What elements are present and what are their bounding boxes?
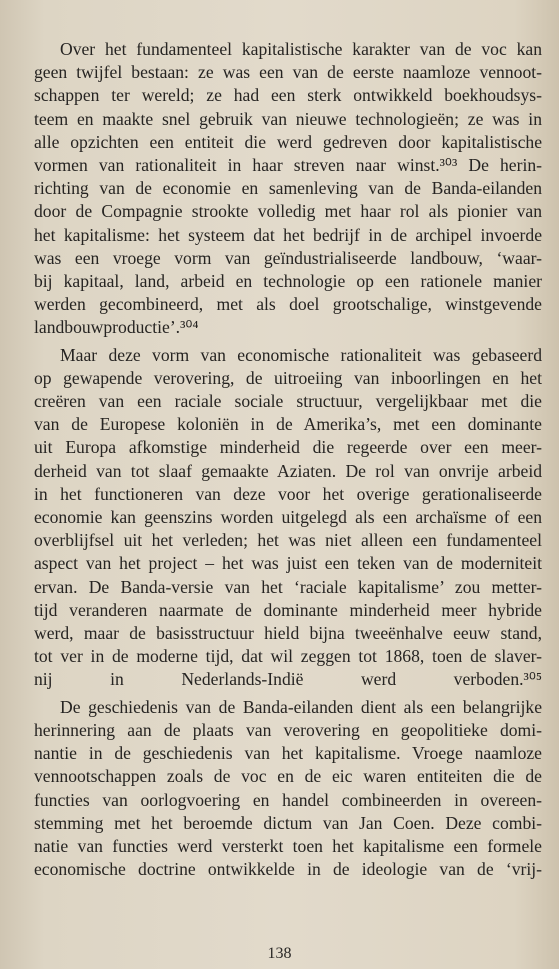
text-line: Maar deze vorm van economische rationaliteit was gebaseerd [60, 344, 542, 365]
text-line: nantie in de geschiedenis van het kapitalisme. Vroege naamloze [34, 743, 542, 764]
text-line: economische doctrine ontwikkelde in de ideologie van de ‘vrij- [34, 859, 542, 880]
text-line: derheid van tot slaaf gemaakte Aziaten. De rol van onvrije arbeid [34, 460, 542, 481]
text-line: De geschiedenis van de Banda-eilanden dient als een belangrijke [60, 696, 542, 717]
text-line: van de Europese koloniën in de Amerika’s, met een dominante [34, 414, 542, 435]
text-line: stemming met het beroemde dictum van Jan Coen. Deze combi- [34, 812, 542, 833]
text-line: alle opzichten een entiteit die werd gedreven door kapitalistische [34, 131, 542, 152]
text-line: aspect van het project – het was juist een teken van de moderniteit [34, 553, 542, 574]
text-line: werden gecombineerd, met als doel grootschalige, winstgevende [34, 294, 542, 315]
text-line: op gewapende verovering, de uitroeiing van inboorlingen en het [34, 367, 542, 388]
text-line-last: nij in Nederlands-Indië werd verboden.³⁰⁵ [34, 669, 542, 690]
text-line: creëren van een raciale sociale structuur, vergelijkbaar met die [34, 391, 542, 412]
text-line: vormen van rationaliteit in haar streven naar winst.³⁰³ De herin- [34, 155, 542, 176]
text-line: bij kapitaal, land, arbeid en technologie op een rationele manier [34, 271, 542, 292]
text-line: tot ver in de moderne tijd, dat wil zeggen tot 1868, toen de slaver- [34, 646, 542, 667]
text-line: was een vroege vorm van geïndustrialiseerde landbouw, ‘waar- [34, 247, 542, 268]
text-line: overblijfsel uit het verleden; het was niet alleen een fundamenteel [34, 530, 542, 551]
text-line: geen twijfel bestaan: ze was een van de eerste naamloze vennoot- [34, 62, 542, 83]
text-line: het kapitalisme: het systeem dat het bedrijf in de archipel invoerde [34, 224, 542, 245]
text-line: teem en maakte snel gebruik van nieuwe technologieën; ze was in [34, 108, 542, 129]
text-line: door de Compagnie strookte volledig met haar rol als pionier van [34, 201, 542, 222]
text-line: Over het fundamenteel kapitalistische karakter van de voc kan [60, 39, 542, 59]
text-line: werd, maar de basisstructuur hield bijna tweeënhalve eeuw stand, [34, 623, 542, 644]
text-line: uit Europa afkomstige minderheid die regeerde over een meer- [34, 437, 542, 458]
text-line-last: landbouwproductie’.³⁰⁴ [34, 317, 199, 338]
paragraph-2 [34, 344, 542, 692]
text-line: herinnering aan de plaats van verovering en geopolitieke domi- [34, 719, 542, 740]
text-line: vennootschappen zoals de voc en de eic waren entiteiten die de [34, 766, 542, 787]
text-line: richting van de economie en samenleving van de Banda-eilanden [34, 178, 542, 199]
text-line: functies van oorlogvoering en handel combineerden in overeen- [34, 789, 542, 810]
body-text [34, 38, 542, 885]
page-number: 138 [267, 945, 292, 962]
text-line: in het functioneren van deze voor het overige gerationaliseerde [34, 483, 542, 504]
text-line: tijd veranderen naarmate de dominante minderheid meer hybride [34, 599, 542, 620]
paragraph-3 [34, 696, 542, 882]
text-line: economie kan geenszins worden uitgelegd als een archaïsme of een [34, 507, 542, 528]
text-line: schappen ter wereld; ze had een sterk ontwikkeld boekhoudsys- [34, 85, 542, 106]
paragraph-1 [34, 38, 542, 340]
text-line: natie van functies werd versterkt toen het kapitalisme een formele [34, 835, 542, 856]
text-line: ervan. De Banda-versie van het ‘raciale kapitalisme’ zou metter- [34, 576, 542, 597]
